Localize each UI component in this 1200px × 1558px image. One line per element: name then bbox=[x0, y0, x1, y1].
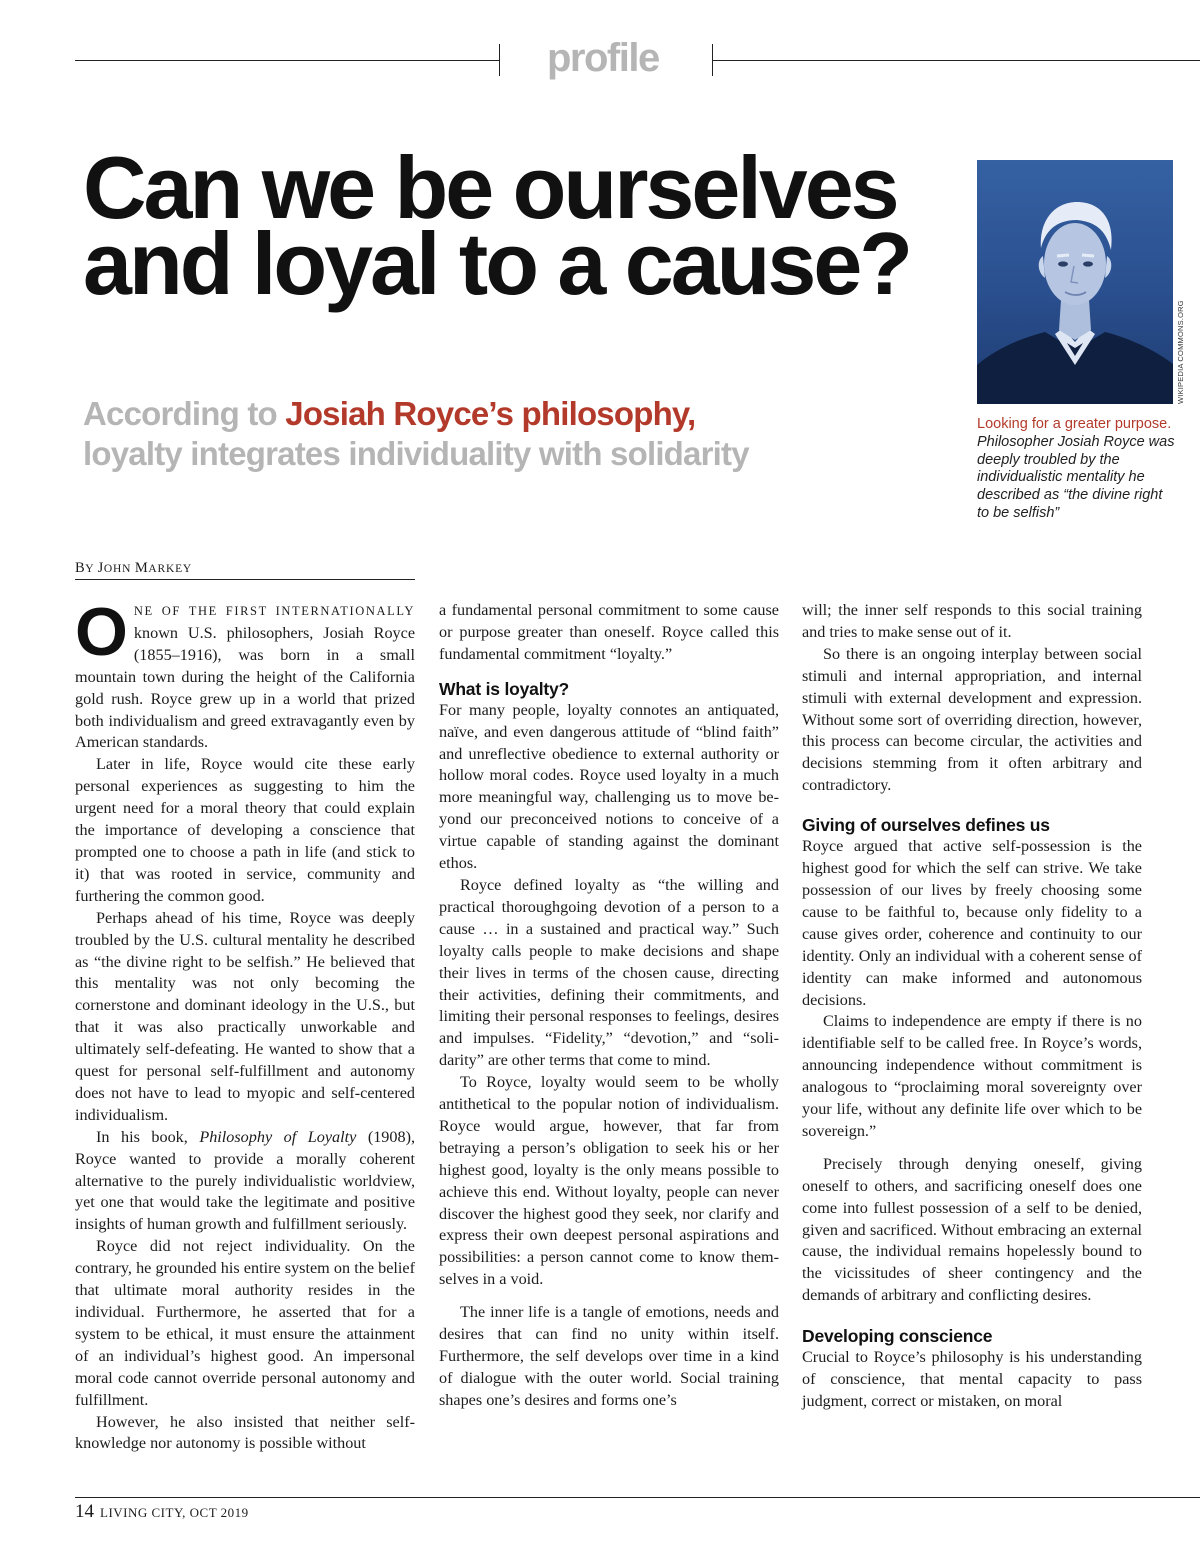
byline-first-rest: OHN bbox=[103, 563, 135, 575]
paragraph: Claims to independence are empty if there is no identifiable self to be called free. In Royce’s words, announcing independence without commitment is analogous to “proclaiming moral sovereignty over your life, without any definite life over which to be sovereign.” bbox=[802, 1012, 1142, 1140]
paragraph: Royce defined loyalty as “the willing and practical thoroughgoing devotion of a person to a cause … in a sustained and practical way.” Such loyalty calls people to make decisions and shape their lives in terms of the chosen cause, directing their activities, defining their commitments, and limiting their personal responses to feelings, desires and impulses. “Fidelity,” “devotion,” and “solidarity” are other terms that come to mind. bbox=[439, 875, 779, 1070]
byline-last-rest: ARKEY bbox=[148, 563, 193, 575]
paragraph-1-text: known U.S. philosophers, Josiah Royce (1855–1916), was born in a small mountain town during the height of the California gold rush. Royce grew up in a world that prized both individualism and greed extravagantly even by American standards. bbox=[75, 623, 415, 752]
portrait-illustration bbox=[977, 160, 1173, 404]
byline-last-initial: M bbox=[134, 560, 149, 576]
byline bbox=[75, 560, 415, 580]
opener-smallcaps: NE OF THE FIRST INTERNATIONALLY bbox=[133, 604, 415, 618]
section-header bbox=[75, 32, 1200, 82]
paragraph-book-lead: In his book, bbox=[96, 1127, 200, 1146]
deck-accent: Josiah Royce’s philosophy, bbox=[285, 395, 696, 432]
paragraph: Royce argued that active self-possession is the highest good for which the self can strive. We take possession of our lives by freely choosing some cause to be faithful to, because only fidelity to a cause gives order, coherence and continuity to our identity. Only an individual with a coherent sense of identity can make informed and autonomous decisions. bbox=[802, 837, 1142, 1009]
paragraph: For many people, loyalty connotes an antiquated, naïve, and even dangerous attitude of “blind faith” and unreflective obedience to external authority or hollow moral codes. Royce used loyalty in a much more meaningful way, challenging us to move beyond our preconceived notions to conceive of a virtue capable of standing against the dominant ethos. bbox=[439, 700, 779, 873]
headline: Can we be ourselves and loyal to a cause? bbox=[83, 138, 911, 313]
paragraph: will; the inner self responds to this social training and tries to make sense out of it. bbox=[802, 601, 1142, 641]
book-title: Philosophy of Loyalty bbox=[199, 1127, 357, 1146]
paragraph: However, he also insisted that neither self-knowledge nor autonomy is possible without bbox=[75, 1412, 415, 1453]
portrait-photo bbox=[977, 160, 1173, 404]
paragraph: Precisely through denying oneself, giving oneself to others, and sacrificing oneself does one come into fullest possession of a self to be denied, given and sacrificed. Without embracing an external cause, the individual remains hopelessly bound to the vicissitudes of sheer contingency and the demands of arbitrary and conflicting desires. bbox=[802, 1154, 1142, 1305]
photo-credit: WIKIPEDIA COMMONS.ORG bbox=[1176, 300, 1185, 404]
section-label: profile bbox=[547, 36, 659, 80]
paragraph: Crucial to Royce’s philosophy is his understanding of conscience, that mental capacity to pass judgment, correct or mistaken, on moral bbox=[802, 1348, 1142, 1410]
byline-by-rest: Y bbox=[85, 563, 98, 575]
paragraph: So there is an ongoing interplay between social stimuli and internal appropriation, and internal stimuli with external development and expression. Without some sort of overriding direction, however, this process can become circular, the activities and decisions stemming from it often arbitrary and contradictory. bbox=[802, 644, 1142, 795]
byline-first-initial: J bbox=[97, 560, 104, 576]
paragraph: Royce did not reject individuality. On the contrary, he grounded his entire system on the belief that ultimate moral authority resides in the individual. Furthermore, he asserted that for a system to be ethical, it must ensure the attainment of an individual’s highest good. An impersonal moral code cannot override personal autonomy and fulfillment. bbox=[75, 1237, 415, 1409]
page-number: 14 bbox=[75, 1501, 94, 1522]
article-column-3 bbox=[802, 600, 1142, 1413]
drop-cap: O bbox=[75, 594, 128, 670]
header-rule-left bbox=[75, 60, 500, 61]
byline-by-initial: B bbox=[75, 560, 86, 576]
subhead-giving-of-ourselves: Giving of ourselves defines us bbox=[802, 815, 1050, 836]
caption-body: Philosopher Josiah Royce was deeply troubled by the individualistic mentality he described as “the divine right to be selfish” bbox=[977, 433, 1175, 521]
footer-rule bbox=[75, 1497, 1200, 1498]
photo-caption bbox=[977, 416, 1177, 523]
paragraph: Perhaps ahead of his time, Royce was deeply troubled by the U.S. cultural mentality he described as “the divine right to be selfish.” He believed that this mentality was not only becoming the cornerstone and dominant ideology in the U.S., but that it was also practically unworkable and ultimately self-defeating. He wanted to show that a quest for personal self-fulfillment and autonomy does not have to lead to myopic and self-centered individualism. bbox=[75, 908, 415, 1124]
folio bbox=[75, 1501, 249, 1523]
article-column-1 bbox=[75, 594, 416, 1455]
paragraph: To Royce, loyalty would seem to be wholly antithetical to the popular notion of individualism. Royce would argue, however, that far from betraying a person’s obligation to seek his or her highest good, loyalty is the only means possible to achieve this end. Without loyalty, people can never discover the highest good they seek, nor clarify and express their own deepest personal aspirations and possibilities: a person cannot come to know themselves in a void. bbox=[439, 1073, 779, 1289]
article-column-2 bbox=[439, 600, 779, 1412]
subhead-what-is-loyalty: What is loyalty? bbox=[439, 678, 570, 699]
deck-rest: loyalty integrates individuality with solidarity bbox=[83, 434, 749, 472]
paragraph: a fundamental personal commitment to some cause or purpose greater than oneself. Royce called this fundamental commitment “loyalty.” bbox=[439, 601, 779, 663]
deck-intro: According to bbox=[83, 395, 286, 432]
header-rule-right bbox=[713, 60, 1200, 61]
paragraph-intro bbox=[75, 594, 415, 754]
paragraph-book-rest: (1908), Royce wanted to provide a morally coherent alternative to the purely individualistic worldview, yet one that would take the legitimate and positive insights of human growth and fulfillment seriously. bbox=[75, 1127, 416, 1234]
header-tick-left bbox=[499, 44, 500, 76]
deck bbox=[83, 394, 963, 473]
subhead-developing-conscience: Developing conscience bbox=[802, 1326, 993, 1347]
magazine-issue: LIVING CITY, OCT 2019 bbox=[100, 1505, 249, 1520]
caption-lead: Looking for a greater purpose. bbox=[977, 416, 1172, 432]
paragraph: The inner life is a tangle of emotions, needs and desires that can find no unity within itself. Furthermore, the self develops over time in a kind of dialogue with the outer world. Social training shapes one’s desires and forms one’s bbox=[439, 1303, 779, 1409]
paragraph: Later in life, Royce would cite these early personal experiences as suggesting to him the urgent need for a moral theory that could explain the importance of developing a conscience that prompted one to choose a path in life (and stick to it) that was rooted in service, community and furthering the common good. bbox=[75, 755, 415, 905]
paragraph-book bbox=[75, 1127, 415, 1237]
